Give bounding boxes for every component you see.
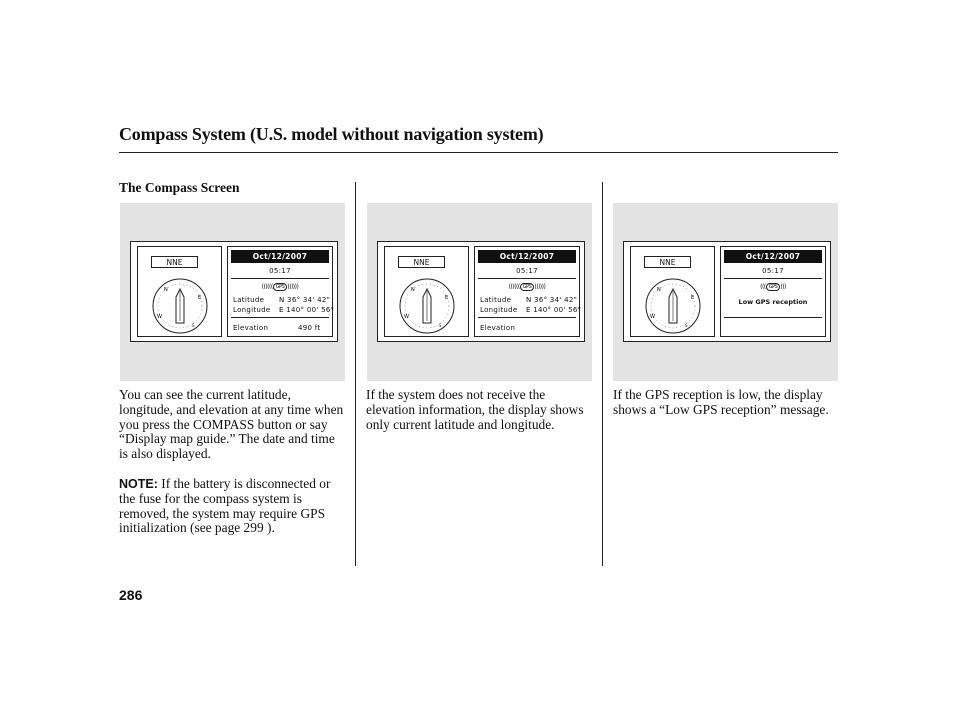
section-subheading: The Compass Screen xyxy=(119,180,240,195)
time-display: 05:17 xyxy=(762,267,784,275)
dial-n: N xyxy=(164,287,168,293)
dial-n: N xyxy=(411,287,415,293)
column-2-text: If the system does not receive the elevation information, the display shows only current latitude and longitude. xyxy=(366,387,584,432)
heading-readout: NNE xyxy=(398,256,445,268)
dial-s: S xyxy=(439,323,442,328)
title-rule xyxy=(119,152,838,153)
compass-screen xyxy=(623,241,831,342)
col1-paragraph: You can see the current latitude, longitude, and elevation at any time when you press the COMPASS button or say “Display map guide.” The date and time is also displayed. xyxy=(119,387,344,462)
dial-w: W xyxy=(650,314,655,320)
page-number: 286 xyxy=(119,587,143,603)
column-1-text xyxy=(119,388,347,536)
compass-dial-icon xyxy=(148,277,212,335)
gps-signal-indicator: (((((( GPS )))))) xyxy=(508,283,546,291)
longitude-row: Longitude E 140° 00' 56" xyxy=(480,306,582,314)
dial-n: N xyxy=(657,287,661,293)
column-divider xyxy=(355,182,356,566)
compass-panel xyxy=(137,246,222,337)
info-panel xyxy=(227,246,333,337)
note-paragraph: NOTE: If the battery is disconnected or the fuse for the compass system is removed, the system may require GPS initialization (see page 299 ). xyxy=(119,475,331,536)
gps-icon: GPS xyxy=(273,283,288,291)
gps-signal-indicator: (((((( GPS )))))) xyxy=(261,283,299,291)
gps-signal-indicator: ((( GPS ))) xyxy=(760,283,786,291)
info-panel xyxy=(474,246,580,337)
latitude-row: Latitude N 36° 34' 42" xyxy=(233,296,331,304)
elevation-row: Elevation xyxy=(480,324,516,332)
date-display: Oct/12/2007 xyxy=(724,250,822,263)
column-3-text: If the GPS reception is low, the display shows a “Low GPS reception” message. xyxy=(613,387,829,417)
time-display: 05:17 xyxy=(516,267,538,275)
dial-s: S xyxy=(192,323,195,328)
heading-readout: NNE xyxy=(151,256,198,268)
low-gps-message: Low GPS reception xyxy=(738,298,808,306)
figure-panel-3 xyxy=(613,203,838,381)
dial-s: S xyxy=(685,323,688,328)
note-label: NOTE: xyxy=(119,476,158,491)
figure-panel-1 xyxy=(120,203,345,381)
dial-e: E xyxy=(198,295,202,301)
dial-w: W xyxy=(157,314,162,320)
compass-panel xyxy=(630,246,715,337)
compass-screen xyxy=(130,241,338,342)
page-title: Compass System (U.S. model without navigation system) xyxy=(119,124,544,144)
dial-e: E xyxy=(445,295,449,301)
divider xyxy=(231,317,329,318)
info-panel xyxy=(720,246,826,337)
compass-dial-icon xyxy=(641,277,705,335)
column-divider xyxy=(602,182,603,566)
elevation-row: Elevation 490 ft xyxy=(233,324,321,332)
divider xyxy=(478,278,576,279)
divider xyxy=(724,317,822,318)
gps-icon: GPS xyxy=(766,283,781,291)
dial-w: W xyxy=(404,314,409,320)
latitude-row: Latitude N 36° 34' 42" xyxy=(480,296,578,304)
gps-icon: GPS xyxy=(520,283,535,291)
figure-panel-2 xyxy=(367,203,592,381)
divider xyxy=(724,278,822,279)
heading-readout: NNE xyxy=(644,256,691,268)
compass-dial-icon xyxy=(395,277,459,335)
compass-panel xyxy=(384,246,469,337)
divider xyxy=(231,278,329,279)
date-display: Oct/12/2007 xyxy=(231,250,329,263)
time-display: 05:17 xyxy=(269,267,291,275)
date-display: Oct/12/2007 xyxy=(478,250,576,263)
dial-e: E xyxy=(691,295,695,301)
longitude-row: Longitude E 140° 00' 56" xyxy=(233,306,335,314)
compass-screen xyxy=(377,241,585,342)
divider xyxy=(478,317,576,318)
